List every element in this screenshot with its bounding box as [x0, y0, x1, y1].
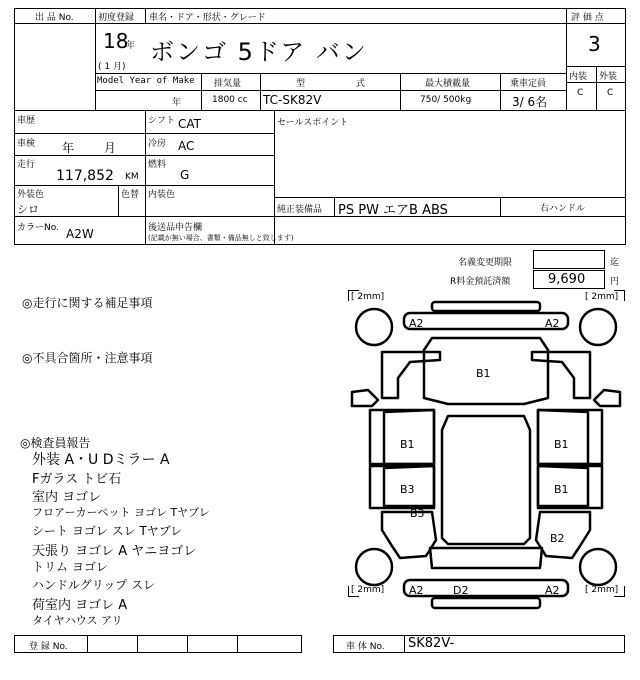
damage-mark: B1: [400, 438, 415, 451]
mileage-unit: KM: [125, 172, 139, 182]
damage-mark: A2: [545, 317, 560, 330]
report-line: ハンドルグリップ スレ: [32, 578, 156, 592]
exterior-grade: C: [607, 88, 614, 98]
reg-year: 18: [103, 29, 129, 53]
front-right-wheel: [580, 309, 616, 345]
color-change-label: 色替: [121, 190, 140, 200]
fuel-value: G: [180, 168, 190, 182]
ac-label: 冷房: [148, 139, 167, 149]
lot-no-label: 出 品 No.: [35, 13, 74, 23]
capacity-label: 乗車定員: [510, 79, 547, 89]
displacement-value: 1800 cc: [212, 95, 248, 105]
driving-notes-title: ◎走行に関する補足事項: [22, 296, 153, 310]
equipment-value: PS PW エアB ABS: [338, 203, 448, 218]
reg-month: ( 1 月): [98, 62, 126, 72]
left-quarter: [382, 512, 436, 558]
name-change-suffix: 迄: [610, 258, 620, 268]
front-left-wheel: [356, 309, 392, 345]
right-front-door-window: [538, 410, 588, 464]
report-line: シート ヨゴレ スレ Tヤブレ: [32, 524, 183, 538]
displacement-label: 排気量: [214, 79, 242, 89]
history-label: 車歴: [17, 116, 36, 126]
exterior-label: 外装: [599, 72, 618, 82]
max-load-value: 750/ 500kg: [420, 95, 472, 105]
damage-mark: D2: [453, 584, 469, 597]
int-color-label: 内装色: [148, 190, 176, 200]
report-line: 天張り ヨゴレ A ヤニヨゴレ: [32, 544, 197, 559]
color-no-label: カラーNo.: [17, 223, 59, 233]
inspection-value: 年 月: [62, 141, 116, 155]
report-line: 室内 ヨゴレ: [32, 490, 102, 505]
equipment-label: 純正装備品: [277, 205, 323, 215]
model-value: TC-SK82V: [263, 93, 322, 107]
damage-mark: B3: [410, 507, 425, 520]
chassis-no: SK82V-: [408, 636, 455, 651]
rear-gate: [430, 548, 542, 568]
right-mirror: [594, 390, 620, 406]
score-label: 評 価 点: [571, 13, 604, 23]
shift-value: CAT: [178, 117, 201, 131]
mileage-label: 走行: [17, 160, 36, 170]
report-line: 荷室内 ヨゴレ A: [32, 598, 128, 613]
report-line: タイヤハウス アリ: [32, 614, 123, 627]
mileage-value: 117,852: [56, 168, 114, 184]
reg-no-box: [14, 635, 302, 653]
reg-no-label: 登 録 No.: [29, 642, 68, 652]
interior-label: 内装: [569, 72, 588, 82]
model-year-label: Model Year of Make: [97, 76, 195, 86]
model-year-suffix: 年: [172, 98, 182, 108]
ext-color-label: 外装色: [17, 190, 45, 200]
right-front-door: [538, 410, 602, 464]
front-bumper: [404, 313, 568, 329]
ext-color-value: シロ: [17, 203, 39, 216]
report-line: トリム ヨゴレ: [32, 560, 108, 574]
rear-bumper: [404, 580, 568, 596]
color-no-value: A2W: [66, 227, 94, 241]
roof: [442, 416, 530, 544]
left-mirror: [352, 390, 378, 406]
left-front-fender: [382, 352, 440, 398]
tire-depth-label: [ 2mm]: [585, 292, 619, 302]
damage-mark: A2: [545, 584, 560, 597]
chassis-label: 車 体 No.: [346, 642, 385, 652]
damage-mark: A2: [409, 584, 424, 597]
damage-mark: B1: [476, 367, 491, 380]
capacity-value: 3/ 6名: [512, 95, 548, 109]
rear-left-wheel: [356, 549, 392, 585]
front-grille: [432, 302, 540, 311]
damage-mark: B3: [400, 483, 415, 496]
rear-right-wheel: [580, 549, 616, 585]
fuel-label: 燃料: [148, 160, 167, 170]
chassis-box: [333, 635, 625, 653]
left-front-door-window: [384, 410, 434, 464]
reg-year-unit: 年: [126, 41, 136, 51]
recycle-value: 9,690: [548, 272, 586, 287]
recycle-label: R料金預託済額: [450, 277, 511, 287]
damage-mark: B1: [554, 438, 569, 451]
interior-grade: C: [577, 88, 584, 98]
tire-depth-label: [ 2mm]: [351, 292, 385, 302]
damage-mark: A2: [409, 317, 424, 330]
report-line: フロアーカーペット ヨゴレ Tヤブレ: [32, 506, 210, 519]
shift-label: シフト: [148, 116, 176, 126]
max-load-label: 最大積載量: [425, 79, 471, 89]
tire-depth-label: [ 2mm]: [351, 585, 385, 595]
inspector-report-title: ◎検査員報告: [20, 436, 91, 450]
first-reg-label: 初度登録: [98, 13, 135, 23]
steering-value: 右ハンドル: [540, 204, 586, 214]
left-front-door: [370, 410, 434, 464]
sales-point-label: セールスポイント: [277, 118, 349, 128]
score-value: 3: [588, 32, 601, 56]
report-line: Fガラス トビ石: [32, 472, 122, 487]
ac-value: AC: [178, 139, 195, 153]
post-declare-label: 後送品申告欄: [148, 223, 203, 233]
recycle-unit: 円: [610, 277, 620, 287]
right-slide-door: [538, 466, 602, 508]
report-line: 外装 A・U Dミラー A: [32, 452, 170, 468]
defect-notes-title: ◎不具合箇所・注意事項: [22, 351, 153, 365]
rear-garnish: [432, 598, 540, 608]
right-front-fender: [532, 352, 590, 398]
damage-mark: B1: [554, 483, 569, 496]
name-change-label: 名義変更期限: [458, 258, 513, 268]
tire-depth-label: [ 2mm]: [585, 585, 619, 595]
model-label: 型 式: [296, 79, 365, 89]
post-declare-note: (記載が無い場合、書類・備品無しと致します): [148, 234, 294, 242]
car-name-label: 車名・ドア・形状・グレード: [149, 13, 266, 23]
damage-mark: B2: [550, 532, 565, 545]
car-name: ボンゴ 5ドア バン: [150, 38, 368, 66]
inspection-label: 車検: [17, 139, 36, 149]
